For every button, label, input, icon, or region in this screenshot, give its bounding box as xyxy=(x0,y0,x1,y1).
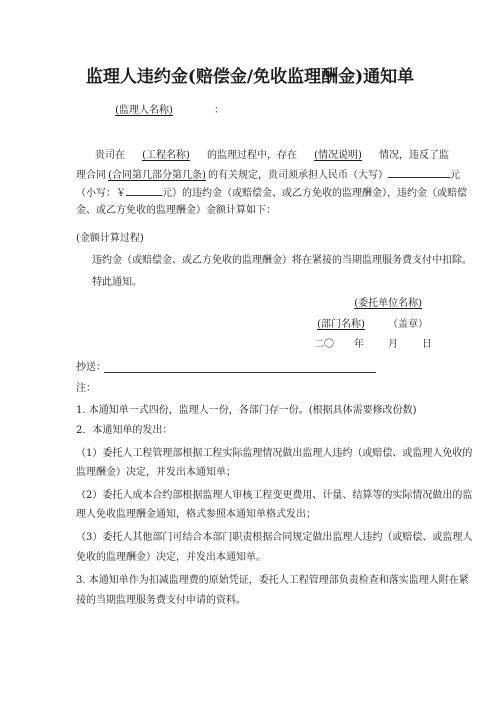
body-paragraph-3: 特此通知。 xyxy=(92,277,142,288)
text: 贵司在 xyxy=(95,150,125,161)
department-line xyxy=(294,318,428,331)
body-line-1 xyxy=(95,149,449,162)
body-line-2 xyxy=(76,167,460,182)
date-day: 日 xyxy=(422,339,432,350)
note-1: 1. 本通知单一式四份，监理人一份，各部门存一份。(根据具体需要修改份数) xyxy=(76,405,417,416)
text: 元 xyxy=(450,170,460,181)
text: 元）的违约金（或赔偿金、或乙方免收的监理酬金），违约金（或赔偿 xyxy=(162,188,467,199)
amount-uppercase-blank xyxy=(388,167,450,178)
note-2-2-line-1: （2）委托人成本合约部根据监理人审核工程变更费用、计量、结算等的实际情况做出的监 xyxy=(76,490,473,501)
situation-blank: (情况说明) xyxy=(314,150,362,161)
text: 理合同 xyxy=(76,170,106,181)
body-paragraph-2: 违约金（或赔偿金、或乙方免收的监理酬金）将在紧接的当期监理服务费支付中扣除。 xyxy=(92,255,472,266)
date-year: 年 xyxy=(354,339,364,350)
note-2-1-line-2: 监理酬金）决定，并发出本通知单； xyxy=(76,467,236,478)
document-title: 监理人违约金(赔偿金/免收监理酬金)通知单 xyxy=(85,67,415,87)
note-3-line-2: 接的当期监理服务费支付申请的资料。 xyxy=(76,595,246,606)
note-2-1-line-1: （1）委托人工程管理部根据工程实际监理情况做出监理人违约（或赔偿、或监理人免收的 xyxy=(76,448,473,459)
note-2-2-line-2: 理人免收监理酬金通知，格式参照本通知单格式发出； xyxy=(76,509,316,520)
text: 的监理过程中，存在 xyxy=(207,150,297,161)
date-line xyxy=(314,338,432,351)
amount-lowercase-blank xyxy=(126,185,162,196)
text: 的有关规定，贵司须承担人民币（大写） xyxy=(208,170,388,181)
entrusting-unit-name: (委托单位名称) xyxy=(354,298,422,309)
note-3-line-1: 3. 本通知单作为扣减监理费的原始凭证，委托人工程管理部负责检查和落实监理人附在紧 xyxy=(76,575,469,586)
note-2-3-line-2: 免收的监理酬金）决定，并发出本通知单。 xyxy=(76,552,266,563)
addressee-suffix: ： xyxy=(214,105,224,116)
addressee-name: (监理人名称) xyxy=(115,105,173,116)
cc-underline xyxy=(104,372,376,373)
body-line-3 xyxy=(76,185,467,200)
department-name: (部门名称) xyxy=(317,319,365,330)
note-2-3-line-1: （3）委托人其他部门可结合本部门职责根据合同规定做出监理人违约（或赔偿、或监理人 xyxy=(76,532,473,543)
project-name-blank: (工程名称) xyxy=(142,150,190,161)
body-line-4: 金、或乙方免收的监理酬金）金额计算如下： xyxy=(76,205,276,216)
date-month: 月 xyxy=(388,339,398,350)
seal-label: （盖章） xyxy=(388,319,428,330)
notes-heading: 注： xyxy=(76,383,96,394)
contract-clause-blank: (合同第几部分第几条) xyxy=(108,170,206,181)
note-2: 2．本通知单的发出： xyxy=(76,425,173,436)
text: 情况，违反了监 xyxy=(379,150,449,161)
text: （小写：￥ xyxy=(76,188,126,199)
calc-process: (金额计算过程) xyxy=(76,233,144,244)
date-year-prefix: 二〇 xyxy=(314,339,334,350)
cc-label: 抄送： xyxy=(76,362,106,373)
